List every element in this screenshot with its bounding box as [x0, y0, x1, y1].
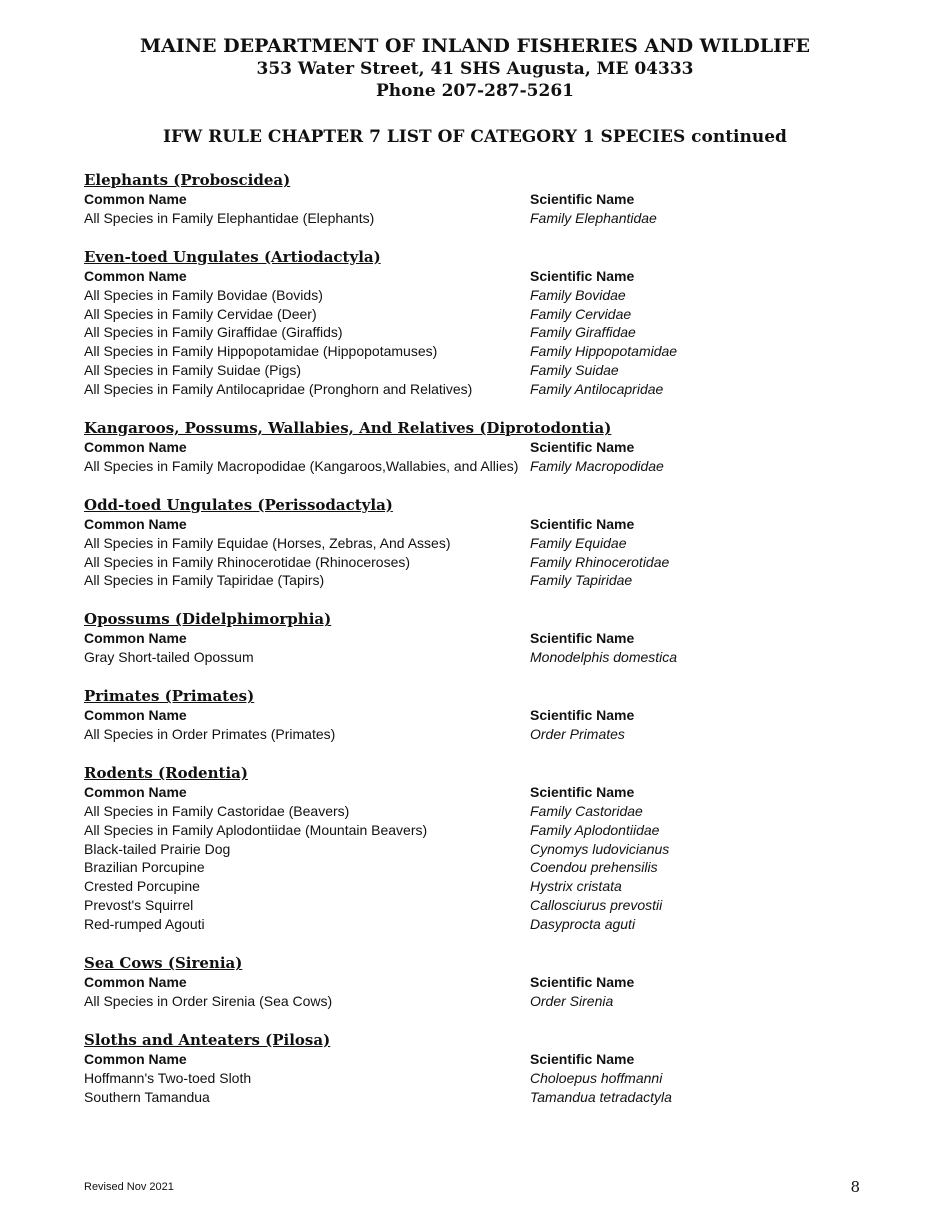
species-row	[84, 361, 884, 380]
section-title: Primates (Primates)	[84, 687, 255, 706]
section-title: Odd-toed Ungulates (Perissodactyla)	[84, 495, 393, 514]
species-row	[84, 915, 884, 934]
scientific-name-header: Scientific Name	[530, 191, 635, 207]
scientific-name: Family Aplodontiidae	[530, 821, 660, 838]
scientific-name: Order Primates	[530, 726, 625, 743]
species-section	[84, 1030, 884, 1107]
section-title: Sea Cows (Sirenia)	[84, 954, 243, 973]
common-name-header: Common Name	[84, 630, 187, 647]
species-row	[84, 840, 884, 859]
common-name: All Species in Family Suidae (Pigs)	[84, 362, 302, 379]
scientific-name: Family Equidae	[530, 534, 627, 551]
section-title: Sloths and Anteaters (Pilosa)	[84, 1030, 331, 1049]
common-name: Hoffmann's Two-toed Sloth	[84, 1069, 252, 1086]
common-name: All Species in Family Equidae (Horses, Zebras, And Asses)	[84, 534, 451, 551]
common-name: All Species in Family Macropodidae (Kangaroos,Wallabies, and Allies)	[84, 457, 519, 474]
species-section	[84, 953, 884, 1011]
species-row	[84, 553, 884, 572]
common-name-header: Common Name	[84, 707, 187, 724]
common-name: All Species in Family Rhinocerotidae (Rhinoceroses)	[84, 553, 411, 570]
scientific-name-header: Scientific Name	[530, 439, 635, 456]
scientific-name-header: Scientific Name	[530, 630, 635, 647]
common-name: Red-rumped Agouti	[84, 916, 205, 933]
scientific-name: Cynomys ludovicianus	[530, 840, 670, 857]
scientific-name: Order Sirenia	[530, 992, 614, 1009]
column-header-row	[84, 629, 884, 648]
scientific-name-header: Scientific Name	[530, 707, 635, 724]
scientific-name-header: Scientific Name	[530, 974, 635, 991]
page-number: 8	[850, 1178, 860, 1196]
species-row	[84, 725, 884, 744]
species-section	[84, 686, 884, 744]
scientific-name: Family Elephantidae	[530, 209, 657, 226]
section-title: Even-toed Ungulates (Artiodactyla)	[84, 247, 381, 266]
organization-phone: Phone 207-287-5261	[376, 81, 574, 101]
common-name-header: Common Name	[84, 191, 187, 207]
common-name: All Species in Family Giraffidae (Giraffids)	[84, 324, 343, 341]
section-title: Rodents (Rodentia)	[84, 763, 248, 782]
scientific-name: Family Castoridae	[530, 802, 643, 819]
species-row	[84, 457, 884, 476]
common-name: All Species in Order Sirenia (Sea Cows)	[84, 992, 333, 1009]
scientific-name-header: Scientific Name	[530, 1050, 635, 1067]
common-name: Southern Tamandua	[84, 1088, 210, 1105]
scientific-name-header: Scientific Name	[530, 267, 635, 284]
common-name: All Species in Family Aplodontiidae (Mountain Beavers)	[84, 821, 428, 838]
scientific-name: Family Cervidae	[530, 305, 632, 322]
common-name: All Species in Family Antilocapridae (Pronghorn and Relatives)	[84, 381, 473, 398]
species-section	[84, 609, 884, 667]
scientific-name-header: Scientific Name	[530, 783, 635, 800]
species-section	[84, 495, 884, 591]
species-row	[84, 648, 884, 667]
scientific-name: Family Giraffidae	[530, 324, 636, 341]
scientific-name: Family Macropodidae	[530, 457, 664, 474]
scientific-name: Family Bovidae	[530, 286, 626, 303]
species-row	[84, 877, 884, 896]
species-row	[84, 1088, 884, 1107]
species-row	[84, 380, 884, 399]
species-section	[84, 247, 884, 399]
column-header-row	[84, 190, 884, 209]
species-row	[84, 571, 884, 590]
species-row	[84, 821, 884, 840]
organization-name: MAINE DEPARTMENT OF INLAND FISHERIES AND WILDLIFE	[140, 35, 810, 57]
common-name-header: Common Name	[84, 974, 187, 991]
species-row	[84, 1069, 884, 1088]
common-name: Brazilian Porcupine	[84, 859, 205, 876]
revision-date: Revised Nov 2021	[84, 1181, 174, 1193]
common-name: Black-tailed Prairie Dog	[84, 840, 231, 857]
common-name-header: Common Name	[84, 515, 187, 532]
species-row	[84, 286, 884, 305]
column-header-row	[84, 438, 884, 457]
scientific-name: Coendou prehensilis	[530, 859, 658, 876]
species-row	[84, 802, 884, 821]
scientific-name: Family Rhinocerotidae	[530, 553, 670, 570]
common-name-header: Common Name	[84, 439, 187, 456]
common-name: All Species in Order Primates (Primates)	[84, 726, 336, 743]
species-row	[84, 305, 884, 324]
common-name: All Species in Family Cervidae (Deer)	[84, 305, 317, 322]
species-row	[84, 858, 884, 877]
column-header-row	[84, 515, 884, 534]
scientific-name: Monodelphis domestica	[530, 649, 678, 666]
scientific-name: Family Tapiridae	[530, 572, 633, 589]
common-name: Prevost's Squirrel	[84, 897, 194, 914]
column-header-row	[84, 706, 884, 725]
common-name: All Species in Family Tapiridae (Tapirs)	[84, 572, 325, 589]
common-name: All Species in Family Elephantidae (Elephants)	[84, 209, 375, 226]
column-header-row	[84, 267, 884, 286]
scientific-name: Dasyprocta aguti	[530, 916, 636, 933]
scientific-name: Family Antilocapridae	[530, 381, 664, 398]
scientific-name: Tamandua tetradactyla	[530, 1088, 672, 1105]
scientific-name: Callosciurus prevostii	[530, 897, 663, 914]
common-name: All Species in Family Castoridae (Beavers)	[84, 802, 350, 819]
species-row	[84, 323, 884, 342]
scientific-name: Choloepus hoffmanni	[530, 1069, 663, 1086]
scientific-name: Family Hippopotamidae	[530, 343, 678, 360]
species-row	[84, 534, 884, 553]
common-name-header: Common Name	[84, 783, 187, 800]
document-header	[0, 34, 950, 148]
species-row	[84, 992, 884, 1011]
section-title: Kangaroos, Possums, Wallabies, And Relatives (Diprotodontia)	[84, 419, 612, 438]
common-name: All Species in Family Bovidae (Bovids)	[84, 286, 323, 303]
species-row	[84, 342, 884, 361]
scientific-name: Family Suidae	[530, 362, 619, 379]
column-header-row	[84, 1050, 884, 1069]
section-title: Opossums (Didelphimorphia)	[84, 610, 332, 629]
species-section	[84, 170, 884, 228]
column-header-row	[84, 783, 884, 802]
species-row	[84, 209, 884, 228]
common-name-header: Common Name	[84, 267, 187, 284]
common-name: All Species in Family Hippopotamidae (Hippopotamuses)	[84, 343, 438, 360]
common-name: Gray Short-tailed Opossum	[84, 649, 254, 666]
species-section	[84, 418, 884, 476]
species-row	[84, 896, 884, 915]
scientific-name: Hystrix cristata	[530, 878, 622, 895]
species-list	[84, 170, 884, 1126]
document-title: IFW RULE CHAPTER 7 LIST OF CATEGORY 1 SPECIES continued	[163, 127, 787, 147]
common-name: Crested Porcupine	[84, 878, 200, 895]
species-section	[84, 763, 884, 934]
column-header-row	[84, 973, 884, 992]
organization-address: 353 Water Street, 41 SHS Augusta, ME 04333	[256, 59, 694, 79]
scientific-name-header: Scientific Name	[530, 515, 635, 532]
common-name-header: Common Name	[84, 1050, 187, 1067]
section-title: Elephants (Proboscidea)	[84, 171, 291, 189]
